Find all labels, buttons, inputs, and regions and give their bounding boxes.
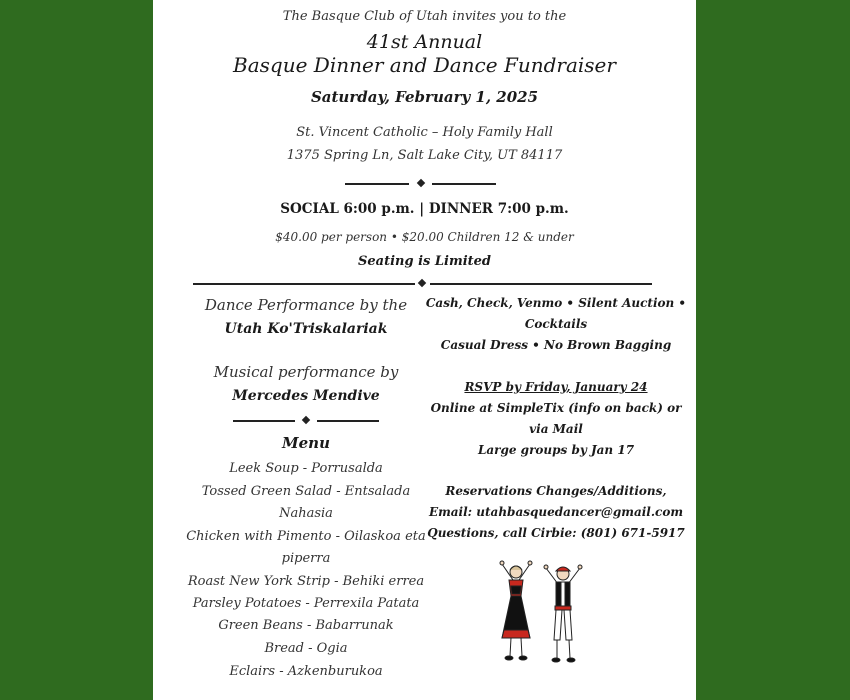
dance-group: Utah Ko'Triskalariak (224, 321, 388, 337)
menu-item: Parsley Potatoes - Perrexila Patata (192, 596, 420, 611)
menu-item: Chicken with Pimento - Oilaskoa eta (186, 529, 426, 544)
dress-code: Casual Dress • No Brown Bagging (440, 338, 672, 352)
divider-right (432, 183, 496, 185)
section-rule-left (193, 283, 415, 285)
dance-intro: Dance Performance by the (204, 296, 408, 314)
email-line: Email: utahbasquedancer@gmail.com (428, 505, 684, 519)
phone-line: Questions, call Cirbie: (801) 671-5917 (427, 526, 685, 540)
event-title: Basque Dinner and Dance Fundraiser (233, 53, 616, 77)
menu-item: Roast New York Strip - Behiki errea (187, 574, 425, 589)
rsvp-line-1: Online at SimpleTix (info on back) or (430, 401, 682, 415)
menu-item: Eclairs - Azkenburukoa (229, 664, 383, 679)
venue-name: St. Vincent Catholic – Holy Family Hall (296, 125, 553, 140)
section-diamond (418, 279, 426, 287)
payment-line-1: Cash, Check, Venmo • Silent Auction • (425, 296, 687, 310)
female-dancer-figure (500, 561, 532, 660)
menu-title: Menu (282, 434, 330, 452)
menu-item: Green Beans - Babarrunak (218, 618, 394, 633)
pricing: $40.00 per person • $20.00 Children 12 & under (275, 230, 574, 244)
edition-title: 41st Annual (366, 31, 483, 53)
divider-left (345, 183, 409, 185)
payment-line-2: Cocktails (524, 317, 588, 331)
event-date: Saturday, February 1, 2025 (310, 88, 539, 106)
music-artist: Mercedes Mendive (232, 388, 380, 404)
menu-divider-right (317, 420, 379, 422)
menu-item: Nahasia (279, 506, 333, 521)
menu-item: Leek Soup - Porrusalda (229, 461, 383, 476)
menu-item: Bread - Ogia (264, 641, 348, 656)
music-intro: Musical performance by (213, 363, 399, 381)
section-rule-right (430, 283, 652, 285)
invite-line: The Basque Club of Utah invites you to the (282, 9, 567, 24)
menu-divider-left (233, 420, 295, 422)
basque-dancers-illustration (486, 558, 596, 676)
event-times: SOCIAL 6:00 p.m. | DINNER 7:00 p.m. (280, 201, 569, 217)
male-dancer-figure (544, 565, 582, 662)
menu-item: piperra (281, 551, 331, 566)
rsvp-title: RSVP by Friday, January 24 (464, 380, 648, 394)
flyer (153, 0, 696, 700)
rsvp-line-2: via Mail (529, 422, 583, 436)
reservations-line: Reservations Changes/Additions, (445, 484, 667, 498)
venue-address: 1375 Spring Ln, Salt Lake City, UT 84117 (286, 148, 563, 163)
menu-item: Tossed Green Salad - Entsalada (201, 484, 411, 499)
menu-divider-diamond (302, 416, 310, 424)
seating-note: Seating is Limited (357, 254, 491, 269)
rsvp-line-3: Large groups by Jan 17 (477, 443, 635, 457)
divider-diamond (417, 179, 425, 187)
